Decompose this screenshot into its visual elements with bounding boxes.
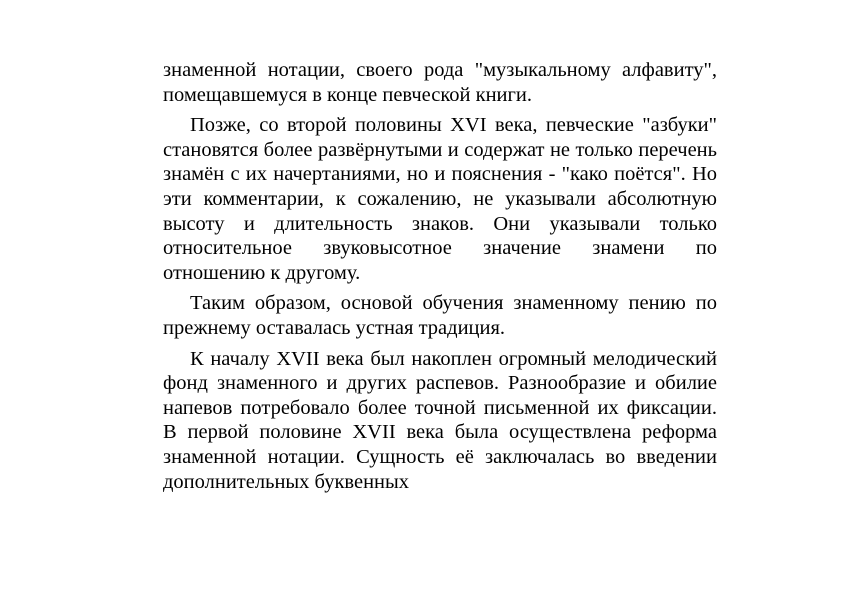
paragraph-reform: К началу XVII века был накоплен огромный мелодический фонд знаменного и других распевов. Разнообразие и обилие напевов потребовало более точной письменной их фиксации. В первой половине XVII века была осуществлена реформа знаменной нотации. Сущность её заключалась во введении дополнительных буквенных [163,347,717,493]
body-text [163,58,717,500]
paragraph-oral-tradition: Таким образом, основой обучения знаменному пению по прежнему оставалась устная традиция. [163,292,717,339]
paragraph-azbuki: Позже, со второй половины XVI века, певческие "азбуки" становятся более развёрнутыми и содержат не только перечень знамён с их начертаниями, но и пояснения - "како поётся". Но эти комментарии, к сожалению, не указывали абсолютную высоту и длительность знаков. Они указывали только относительное звуковысотное значение знамени по отношению к другому. [163,114,717,284]
paragraph-continuation: знаменной нотации, своего рода "музыкальному алфавиту", помещавшемуся в конце певческой книги. [163,59,717,106]
